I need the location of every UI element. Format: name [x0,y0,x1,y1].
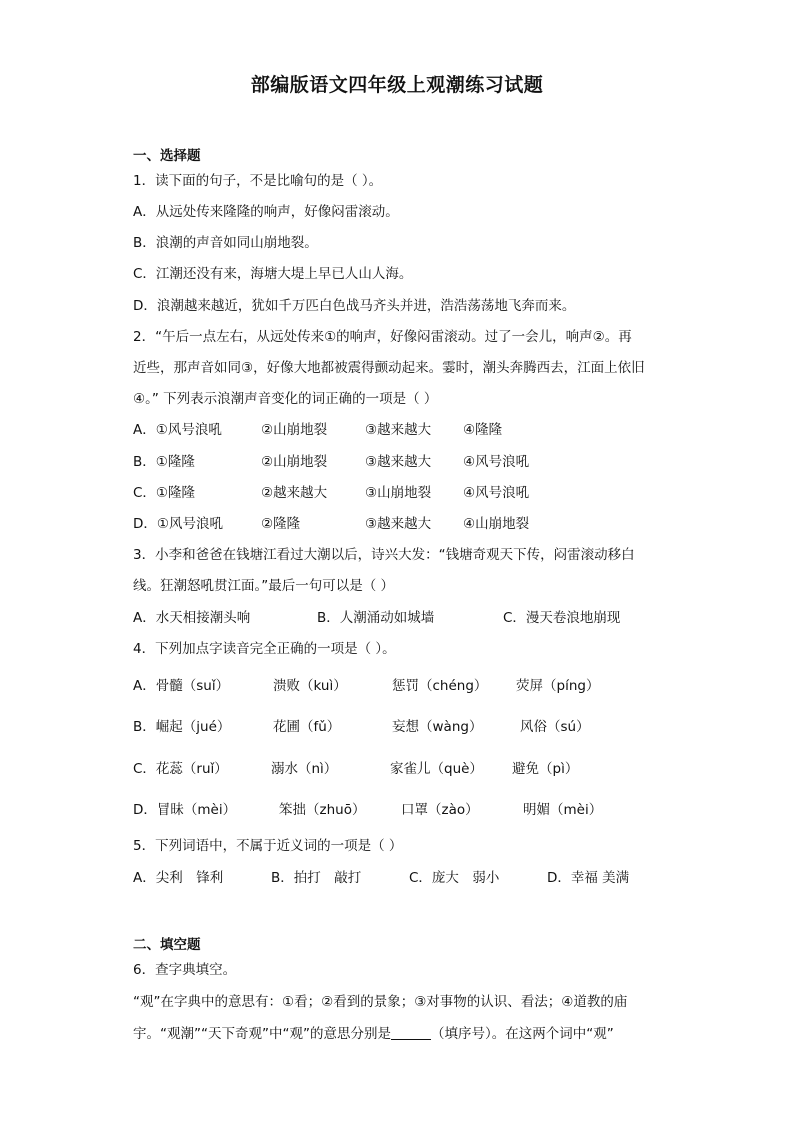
question-4-option-a: A．骨髓（suǐ） 溃败（kuì） 惩罚（chéng） 荧屏（píng） [133,678,600,694]
question-2-stem-line-2: 近些，那声音如同③，好像大地都被震得颤动起来。霎时，潮头奔腾西去，江面上依旧 [133,360,645,376]
question-1-option-d: D．浪潮越来越近，犹如千万匹白色战马齐头并进，浩浩荡荡地飞奔而来。 [133,298,576,314]
question-6-stem: 6．查字典填空。 [133,962,237,978]
question-1-option-b: B．浪潮的声音如同山崩地裂。 [133,235,318,251]
question-3-stem-line-1: 3．小李和爸爸在钱塘江看过大潮以后，诗兴大发：“钱塘奇观天下传，闷雷滚动移白 [133,547,635,563]
question-1-stem: 1．读下面的句子，不是比喻句的是（ ）。 [133,173,383,189]
question-2-stem-line-3: ④。” 下列表示浪潮声音变化的词正确的一项是（ ） [133,391,438,407]
page-title: 部编版语文四年级上观潮练习试题 [250,74,544,96]
section-heading-choice: 一、选择题 [133,148,201,164]
question-2-stem-line-1: 2．“午后一点左右，从远处传来①的响声，好像闷雷滚动。过了一会儿，响声②。再 [133,329,632,345]
question-3-stem-line-2: 线。狂潮怒吼贯江面。”最后一句可以是（ ） [133,578,395,594]
question-6-text-line-1: “观”在字典中的意思有：①看；②看到的景象；③对事物的认识、看法；④道教的庙 [133,994,628,1010]
question-2-option-c: C．①隆隆 ②越来越大 ③山崩地裂 ④风号浪吼 [133,485,530,501]
question-3-options: A．水天相接潮头响 B．人潮涌动如城墙 C．漫天卷浪地崩现 [133,610,621,626]
question-4-option-c: C．花蕊（ruǐ） 溺水（nì） 家雀儿（què） 避免（pì） [133,761,579,777]
question-5-stem: 5．下列词语中，不属于近义词的一项是（ ） [133,838,403,854]
question-2-option-a: A．①风号浪吼 ②山崩地裂 ③越来越大 ④隆隆 [133,422,503,438]
answer-blank[interactable] [391,1025,431,1040]
question-1-option-c: C．江潮还没有来，海塘大堤上早已人山人海。 [133,266,413,282]
question-4-option-b: B．崛起（jué） 花圃（fǔ） 妄想（wàng） 风俗（sú） [133,719,590,735]
question-4-stem: 4．下列加点字读音完全正确的一项是（ ）。 [133,641,396,657]
section-heading-fill: 二、填空题 [133,937,201,953]
question-6-text-line-2: 宇。“观潮”“天下奇观”中“观”的意思分别是 （填序号）。在这两个词中“观” [133,1026,614,1042]
question-2-option-d: D．①风号浪吼 ②隆隆 ③越来越大 ④山崩地裂 [133,516,530,532]
question-4-option-d: D．冒昧（mèi） 笨拙（zhuō） 口罩（zào） 明媚（mèi） [133,802,603,818]
question-1-option-a: A．从远处传来隆隆的响声，好像闷雷滚动。 [133,204,399,220]
question-5-options: A．尖利 锋利 B．拍打 敲打 C．庞大 弱小 D．幸福 美满 [133,870,630,886]
question-2-option-b: B．①隆隆 ②山崩地裂 ③越来越大 ④风号浪吼 [133,454,530,470]
